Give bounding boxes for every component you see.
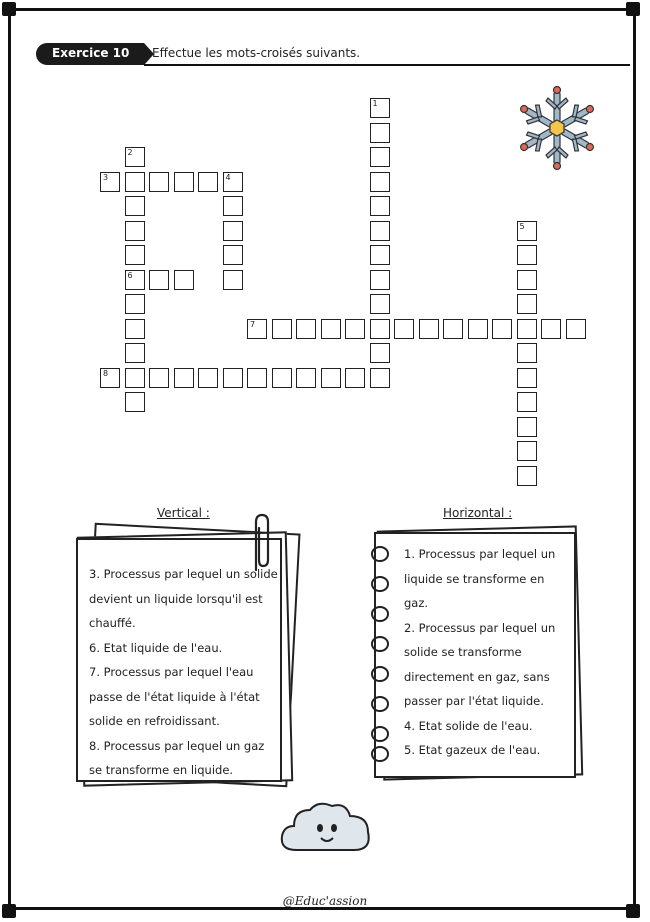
crossword-cell[interactable] xyxy=(174,172,194,192)
footer-credit: @Educ'assion xyxy=(282,894,368,908)
crossword-cell[interactable] xyxy=(223,221,243,241)
crossword-cell[interactable] xyxy=(223,245,243,265)
crossword-cell[interactable] xyxy=(247,319,267,339)
horizontal-clue-4: 4. Etat solide de l'eau. xyxy=(404,718,533,733)
crossword-cell[interactable] xyxy=(517,245,537,265)
crossword-cell[interactable] xyxy=(517,319,537,339)
instruction-text: Effectue les mots-croisés suivants. xyxy=(152,46,361,60)
frame-corner xyxy=(2,2,16,16)
crossword-cell[interactable] xyxy=(517,417,537,437)
crossword-cell[interactable] xyxy=(370,123,390,143)
clue-number: 2 xyxy=(127,148,133,157)
crossword-cell[interactable] xyxy=(223,172,243,192)
clue-number: 6 xyxy=(127,270,133,280)
crossword-cell[interactable] xyxy=(370,172,390,192)
crossword-cell[interactable] xyxy=(370,245,390,265)
clue-number: 5 xyxy=(519,221,525,231)
crossword-cell[interactable] xyxy=(370,270,390,290)
crossword-cell[interactable] xyxy=(125,245,145,265)
crossword-cell[interactable] xyxy=(125,172,145,192)
crossword-cell[interactable] xyxy=(517,221,537,241)
crossword-cell[interactable] xyxy=(125,343,145,363)
spiral-binding-icon xyxy=(364,544,394,764)
vertical-clues xyxy=(89,562,281,783)
horizontal-title: Horizontal : xyxy=(443,506,513,520)
crossword-cell[interactable] xyxy=(223,196,243,216)
crossword-cell[interactable] xyxy=(100,172,120,192)
vertical-title: Vertical : xyxy=(157,506,210,520)
crossword-cell[interactable] xyxy=(125,147,145,167)
crossword-cell[interactable] xyxy=(125,270,145,290)
crossword-cell[interactable] xyxy=(370,196,390,216)
vertical-clue-3: 3. Processus par lequel un solide devient un liquide lorsqu'il est chauffé. xyxy=(89,567,278,630)
crossword-cell[interactable] xyxy=(394,319,414,339)
crossword-cell[interactable] xyxy=(149,172,169,192)
crossword-cell[interactable] xyxy=(198,172,218,192)
header-rule xyxy=(144,64,630,66)
cloud-icon xyxy=(276,798,376,860)
crossword-cell[interactable] xyxy=(125,294,145,314)
crossword-cell[interactable] xyxy=(517,270,537,290)
crossword-cell[interactable] xyxy=(517,343,537,363)
crossword-cell[interactable] xyxy=(419,319,439,339)
crossword-cell[interactable] xyxy=(198,368,218,388)
vertical-clue-7: 7. Processus par lequel l'eau passe de l'état liquide à l'état solide en refroidissant. xyxy=(89,665,260,728)
crossword-cell[interactable] xyxy=(370,319,390,339)
crossword-cell[interactable] xyxy=(174,270,194,290)
clue-number: 4 xyxy=(225,172,231,182)
crossword-cell[interactable] xyxy=(125,196,145,216)
crossword-cell[interactable] xyxy=(247,368,267,388)
frame-corner xyxy=(626,2,640,16)
crossword-cell[interactable] xyxy=(566,319,586,339)
horizontal-clue-2: 2. Processus par lequel un solide se transforme directement en gaz, sans passer par l'état liquide. xyxy=(404,620,556,708)
exercise-label: Exercice 10 xyxy=(52,46,130,60)
crossword-cell[interactable] xyxy=(296,319,316,339)
crossword-cell[interactable] xyxy=(370,294,390,314)
crossword-cell[interactable] xyxy=(272,319,292,339)
crossword-cell[interactable] xyxy=(174,368,194,388)
crossword-cell[interactable] xyxy=(296,368,316,388)
crossword-cell[interactable] xyxy=(370,343,390,363)
crossword-cell[interactable] xyxy=(370,147,390,167)
crossword-cell[interactable] xyxy=(517,466,537,486)
crossword-cell[interactable] xyxy=(223,270,243,290)
crossword-cell[interactable] xyxy=(149,368,169,388)
crossword-cell[interactable] xyxy=(443,319,463,339)
crossword-cell[interactable] xyxy=(321,368,341,388)
snowflake-icon xyxy=(516,84,598,172)
vertical-clue-8: 8. Processus par lequel un gaz se transforme en liquide. xyxy=(89,738,265,777)
crossword-cell[interactable] xyxy=(100,368,120,388)
crossword-cell[interactable] xyxy=(370,221,390,241)
crossword-cell[interactable] xyxy=(125,319,145,339)
crossword-cell[interactable] xyxy=(125,221,145,241)
horizontal-clues xyxy=(404,542,570,763)
crossword-cell[interactable] xyxy=(517,392,537,412)
crossword-cell[interactable] xyxy=(345,368,365,388)
crossword-cell[interactable] xyxy=(272,368,292,388)
clue-number: 8 xyxy=(103,368,109,378)
clue-number: 3 xyxy=(103,172,109,182)
horizontal-clue-1: 1. Processus par lequel un liquide se transforme en gaz. xyxy=(404,547,556,610)
crossword-cell[interactable] xyxy=(468,319,488,339)
clue-number: 7 xyxy=(250,319,256,329)
crossword-cell[interactable] xyxy=(149,270,169,290)
horizontal-clue-5: 5. Etat gazeux de l'eau. xyxy=(404,743,541,757)
crossword-cell[interactable] xyxy=(517,294,537,314)
crossword-cell[interactable] xyxy=(370,368,390,388)
crossword-cell[interactable] xyxy=(321,319,341,339)
crossword-cell[interactable] xyxy=(517,368,537,388)
crossword-cell[interactable] xyxy=(517,441,537,461)
crossword-cell[interactable] xyxy=(541,319,561,339)
crossword-cell[interactable] xyxy=(370,98,390,118)
clue-number: 1 xyxy=(372,99,378,108)
vertical-clue-6: 6. Etat liquide de l'eau. xyxy=(89,640,223,655)
crossword-cell[interactable] xyxy=(125,368,145,388)
crossword-cell[interactable] xyxy=(223,368,243,388)
crossword-cell[interactable] xyxy=(345,319,365,339)
crossword-cell[interactable] xyxy=(492,319,512,339)
crossword-cell[interactable] xyxy=(125,392,145,412)
